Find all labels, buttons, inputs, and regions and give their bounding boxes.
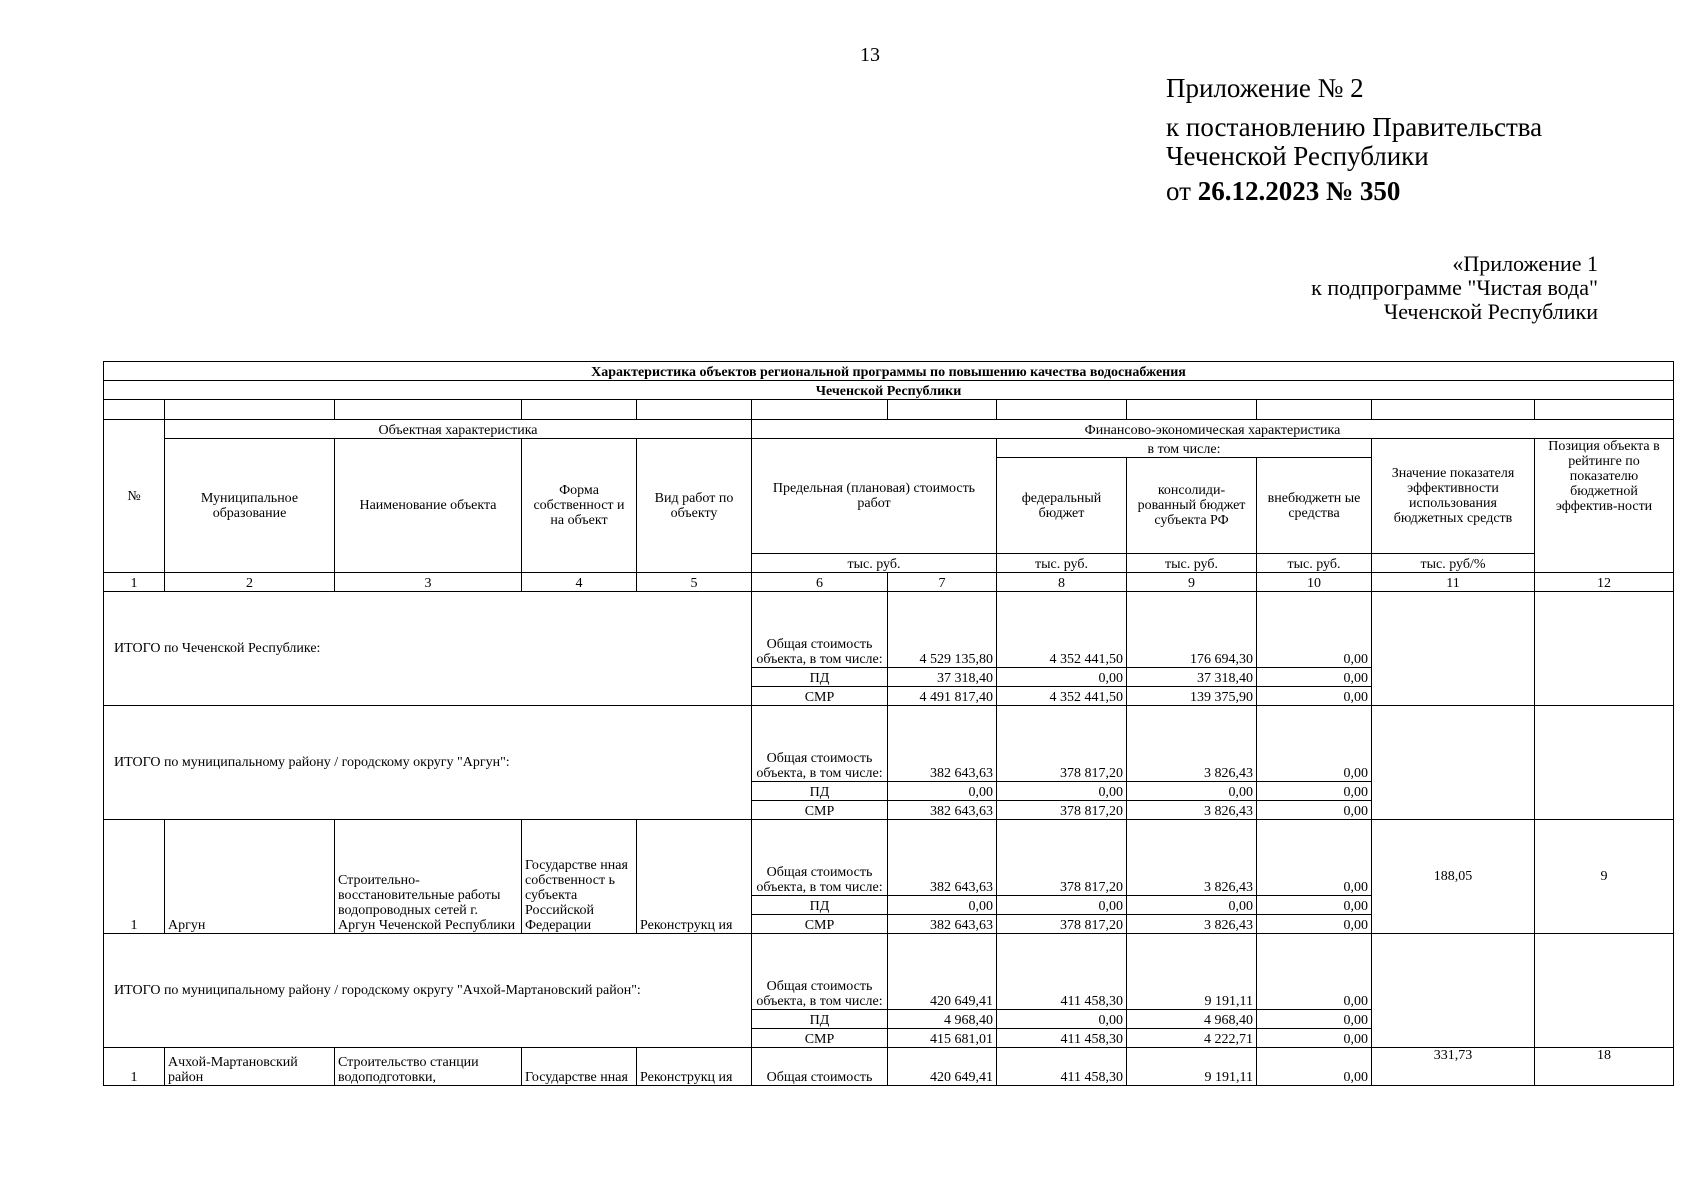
- sub-smr: СМР: [752, 687, 888, 706]
- col-num: 11: [1372, 573, 1535, 592]
- sub-total-label: Общая стоимость объекта, в том числе:: [752, 592, 888, 668]
- col-num: 7: [888, 573, 997, 592]
- cell-value: 411 458,30: [997, 934, 1127, 1010]
- col-num: 8: [997, 573, 1127, 592]
- cell-value: 4 222,71: [1127, 1029, 1257, 1048]
- subappendix-line3: Чеченской Республики: [1383, 299, 1598, 324]
- header-position: Позиция объекта в рейтинге по показателю бюджетной эффектив-ности: [1535, 439, 1674, 573]
- obj-name: Строительство станции водоподготовки,: [335, 1048, 522, 1086]
- cell-value: 37 318,40: [888, 668, 997, 687]
- sub-pd: ПД: [752, 896, 888, 915]
- cell-value: 0,00: [1257, 1010, 1372, 1029]
- obj-municipal: Аргун: [165, 820, 335, 934]
- cell-value: 176 694,30: [1127, 592, 1257, 668]
- obj-efficiency: 331,73: [1372, 1048, 1535, 1086]
- total-argun-label: ИТОГО по муниципальному району / городскому округу "Аргун":: [104, 706, 752, 820]
- obj-work: Реконструкц ия: [637, 1048, 752, 1086]
- page-number: 13: [860, 44, 880, 66]
- unit-federal: тыс. руб.: [997, 554, 1127, 573]
- sub-total-label: Общая стоимость объекта, в том числе:: [752, 706, 888, 782]
- cell-value: 382 643,63: [888, 801, 997, 820]
- obj-work: Реконструкц ия: [637, 820, 752, 934]
- appendix-date-prefix: от: [1166, 176, 1198, 206]
- sub-smr: СМР: [752, 1029, 888, 1048]
- sub-total-label: Общая стоимость объекта, в том числе:: [752, 934, 888, 1010]
- cell-value: 378 817,20: [997, 706, 1127, 782]
- objects-table: [103, 361, 1674, 1086]
- obj-position: 9: [1535, 820, 1674, 934]
- header-consolidated: консолиди-рованный бюджет субъекта РФ: [1127, 458, 1257, 554]
- group-finance: Финансово-экономическая характеристика: [752, 420, 1674, 439]
- appendix-line1: Приложение № 2: [1166, 73, 1364, 103]
- cell-value: 0,00: [1257, 687, 1372, 706]
- total-achkhoy-row: [104, 934, 1674, 1010]
- cell-value: 382 643,63: [888, 706, 997, 782]
- cell-value: 4 968,40: [1127, 1010, 1257, 1029]
- obj-ownership: Государстве нная: [522, 1048, 637, 1086]
- cell-value: 378 817,20: [997, 915, 1127, 934]
- col-num: 3: [335, 573, 522, 592]
- subappendix-line1: «Приложение 1: [1452, 251, 1598, 276]
- header-cost: Предельная (плановая) стоимость работ: [752, 439, 997, 554]
- appendix-date-number: 26.12.2023 № 350: [1197, 176, 1401, 206]
- obj-num: 1: [104, 820, 165, 934]
- cell-value: 378 817,20: [997, 801, 1127, 820]
- cell-value: 0,00: [888, 782, 997, 801]
- sub-pd: ПД: [752, 782, 888, 801]
- object-achkhoy-row: [104, 1048, 1674, 1086]
- col-num: 2: [165, 573, 335, 592]
- cell-value: 37 318,40: [1127, 668, 1257, 687]
- column-number-row: [104, 573, 1674, 592]
- obj-position: 18: [1535, 1048, 1674, 1086]
- cell-value: 9 191,11: [1127, 934, 1257, 1010]
- cell-value: 415 681,01: [888, 1029, 997, 1048]
- header-ownership: Форма собственност и на объект: [522, 439, 637, 573]
- obj-efficiency: 188,05: [1372, 820, 1535, 934]
- cell-value: 0,00: [1257, 592, 1372, 668]
- unit-consolidated: тыс. руб.: [1127, 554, 1257, 573]
- appendix-line4: [1166, 177, 1542, 206]
- group-object: Объектная характеристика: [165, 420, 752, 439]
- header-name: Наименование объекта: [335, 439, 522, 573]
- obj-ownership: Государстве нная собственност ь субъекта Российской Федерации: [522, 820, 637, 934]
- obj-num: 1: [104, 1048, 165, 1086]
- cell-value: 3 826,43: [1127, 820, 1257, 896]
- appendix-header: [1166, 74, 1542, 206]
- cell-value: 378 817,20: [997, 820, 1127, 896]
- cell-value: 420 649,41: [888, 934, 997, 1010]
- cell-value: 3 826,43: [1127, 706, 1257, 782]
- table-title-1: Характеристика объектов региональной программы по повышению качества водоснабжения: [104, 362, 1674, 381]
- total-achkhoy-label: ИТОГО по муниципальному району / городскому округу "Ачхой-Мартановский район":: [104, 934, 752, 1048]
- col-num: 9: [1127, 573, 1257, 592]
- cell-value: 0,00: [1257, 915, 1372, 934]
- unit-efficiency: тыс. руб/%: [1372, 554, 1535, 573]
- cell-value: 4 529 135,80: [888, 592, 997, 668]
- cell-value: 0,00: [888, 896, 997, 915]
- cell-value: 411 458,30: [997, 1048, 1127, 1086]
- appendix-line3: Чеченской Республики: [1166, 141, 1429, 171]
- sub-total-label: Общая стоимость: [752, 1048, 888, 1086]
- cell-value: 9 191,11: [1127, 1048, 1257, 1086]
- cell-value: 139 375,90: [1127, 687, 1257, 706]
- cell-value: 0,00: [1257, 896, 1372, 915]
- sub-smr: СМР: [752, 915, 888, 934]
- col-num: 4: [522, 573, 637, 592]
- cell-value: 0,00: [1257, 668, 1372, 687]
- cell-value: 0,00: [1127, 896, 1257, 915]
- cell-value: 0,00: [1257, 706, 1372, 782]
- cell-value: 420 649,41: [888, 1048, 997, 1086]
- total-republic-label: ИТОГО по Чеченской Республике:: [104, 592, 752, 706]
- cell-value: 382 643,63: [888, 820, 997, 896]
- header-work: Вид работ по объекту: [637, 439, 752, 573]
- cell-value: 3 826,43: [1127, 915, 1257, 934]
- cell-value: 411 458,30: [997, 1029, 1127, 1048]
- cell-value: 0,00: [997, 896, 1127, 915]
- cell-value: 3 826,43: [1127, 801, 1257, 820]
- cell-value: 0,00: [1257, 801, 1372, 820]
- unit-extra: тыс. руб.: [1257, 554, 1372, 573]
- cell-value: 4 491 817,40: [888, 687, 997, 706]
- sub-pd: ПД: [752, 1010, 888, 1029]
- cell-value: 0,00: [1257, 934, 1372, 1010]
- obj-name: Строительно-восстановительные работы водопроводных сетей г. Аргун Чеченской Республики: [335, 820, 522, 934]
- col-num: 1: [104, 573, 165, 592]
- col-num: 12: [1535, 573, 1674, 592]
- col-num: 10: [1257, 573, 1372, 592]
- cell-value: 0,00: [997, 1010, 1127, 1029]
- cell-value: 0,00: [1127, 782, 1257, 801]
- table-title-2: Чеченской Республики: [104, 381, 1674, 400]
- obj-municipal: Ачхой-Мартановский район: [165, 1048, 335, 1086]
- sub-pd: ПД: [752, 668, 888, 687]
- cell-value: 4 352 441,50: [997, 592, 1127, 668]
- cell-value: 0,00: [1257, 820, 1372, 896]
- header-municipal: Муниципальное образование: [165, 439, 335, 573]
- cell-value: 0,00: [997, 782, 1127, 801]
- total-argun-row: [104, 706, 1674, 782]
- col-num: 5: [637, 573, 752, 592]
- unit-cost: тыс. руб.: [752, 554, 997, 573]
- appendix-line2: к постановлению Правительства: [1166, 112, 1543, 142]
- cell-value: 382 643,63: [888, 915, 997, 934]
- subappendix-line2: к подпрограмме "Чистая вода": [1311, 275, 1598, 300]
- cell-value: 0,00: [997, 668, 1127, 687]
- object-argun-row: [104, 820, 1674, 896]
- total-republic-row: [104, 592, 1674, 668]
- cell-value: 0,00: [1257, 1048, 1372, 1086]
- header-federal: федеральный бюджет: [997, 458, 1127, 554]
- cell-value: 4 352 441,50: [997, 687, 1127, 706]
- sub-total-label: Общая стоимость объекта, в том числе:: [752, 820, 888, 896]
- header-extra: внебюджетн ые средства: [1257, 458, 1372, 554]
- cell-value: 4 968,40: [888, 1010, 997, 1029]
- header-efficiency: Значение показателя эффективности использования бюджетных средств: [1372, 439, 1535, 554]
- subappendix-header: [1311, 252, 1598, 324]
- cell-value: 0,00: [1257, 1029, 1372, 1048]
- col-num: 6: [752, 573, 888, 592]
- sub-smr: СМР: [752, 801, 888, 820]
- header-incl: в том числе:: [997, 439, 1372, 458]
- cell-value: 0,00: [1257, 782, 1372, 801]
- header-num: №: [104, 420, 165, 573]
